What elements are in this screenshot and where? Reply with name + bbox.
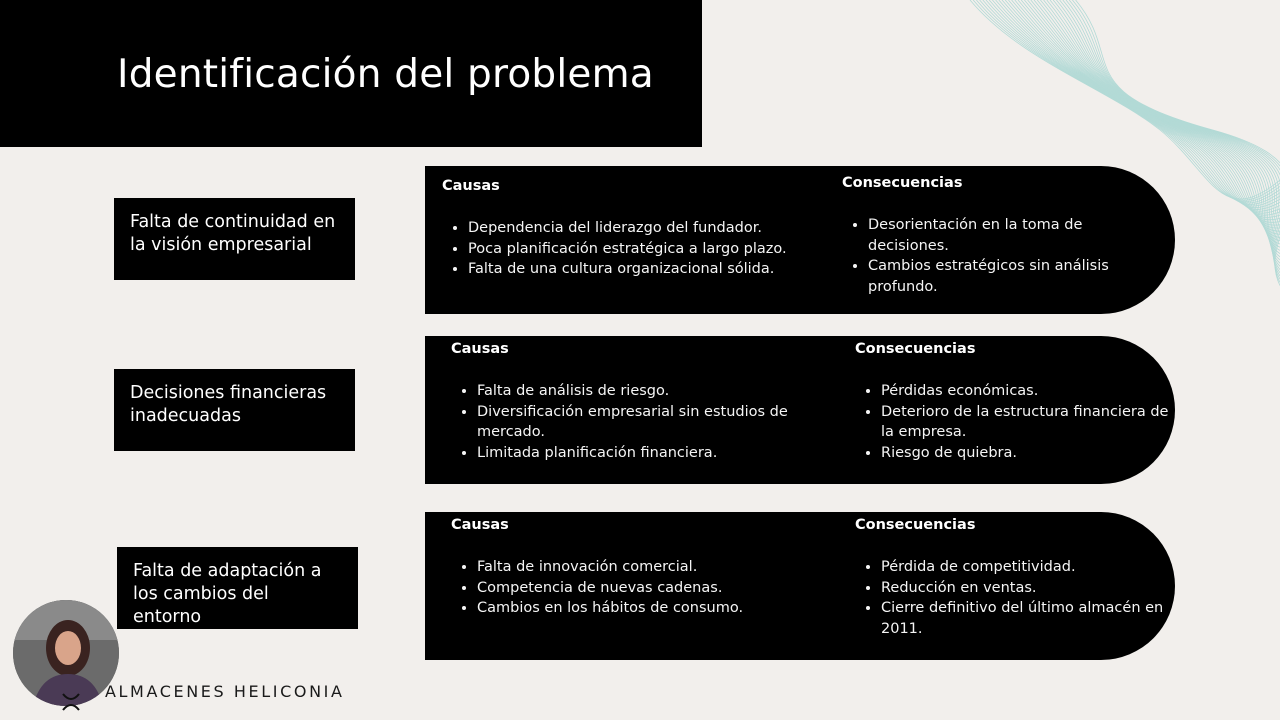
causes-list — [451, 381, 817, 464]
list-item: • Competencia de nuevas cadenas. — [477, 578, 817, 599]
list-item: • Falta de análisis de riesgo. — [477, 381, 817, 402]
causes-heading: Causas — [451, 341, 509, 357]
list-item: • Falta de innovación comercial. — [477, 557, 817, 578]
consequences-list — [855, 557, 1181, 640]
list-item: • Dependencia del liderazgo del fundador. — [468, 218, 848, 239]
causes-list — [442, 218, 848, 280]
cause-consequence-panel-3 — [425, 512, 1175, 660]
list-item: • Cierre definitivo del último almacén en 2011. — [881, 598, 1181, 639]
consequences-list — [855, 381, 1181, 464]
problem-box-3 — [117, 547, 358, 629]
consequences-heading: Consecuencias — [855, 517, 976, 533]
causes-list — [451, 557, 817, 619]
list-item: • Diversificación empresarial sin estudios de mercado. — [477, 402, 817, 443]
consequences-list — [842, 215, 1138, 298]
list-item: • Deterioro de la estructura financiera de la empresa. — [881, 402, 1181, 443]
list-item: • Limitada planificación financiera. — [477, 443, 817, 464]
problem-box-1 — [114, 198, 355, 280]
list-item: • Pérdidas económicas. — [881, 381, 1181, 402]
problem-label: Falta de adaptación a los cambios del entorno — [133, 561, 322, 627]
cause-consequence-panel-2 — [425, 336, 1175, 484]
consequences-heading: Consecuencias — [855, 341, 976, 357]
problem-label: Decisiones financieras inadecuadas — [130, 383, 327, 426]
problem-box-2 — [114, 369, 355, 451]
title-band — [0, 0, 702, 147]
list-item: • Cambios en los hábitos de consumo. — [477, 598, 817, 619]
causes-heading: Causas — [442, 178, 500, 194]
list-item: • Poca planificación estratégica a largo plazo. — [468, 239, 848, 260]
heliconia-logo-icon — [60, 690, 82, 714]
slide-title: Identificación del problema — [117, 52, 654, 97]
cause-consequence-panel-1 — [425, 166, 1175, 314]
list-item: • Desorientación en la toma de decisiones. — [868, 215, 1138, 256]
consequences-heading: Consecuencias — [842, 175, 963, 191]
causes-heading: Causas — [451, 517, 509, 533]
list-item: • Pérdida de competitividad. — [881, 557, 1181, 578]
list-item: • Cambios estratégicos sin análisis profundo. — [868, 256, 1138, 297]
problem-label: Falta de continuidad en la visión empresarial — [130, 212, 336, 255]
brand-name: ALMACENES HELICONIA — [105, 682, 345, 701]
list-item: • Reducción en ventas. — [881, 578, 1181, 599]
list-item: • Riesgo de quiebra. — [881, 443, 1181, 464]
list-item: • Falta de una cultura organizacional sólida. — [468, 259, 848, 280]
